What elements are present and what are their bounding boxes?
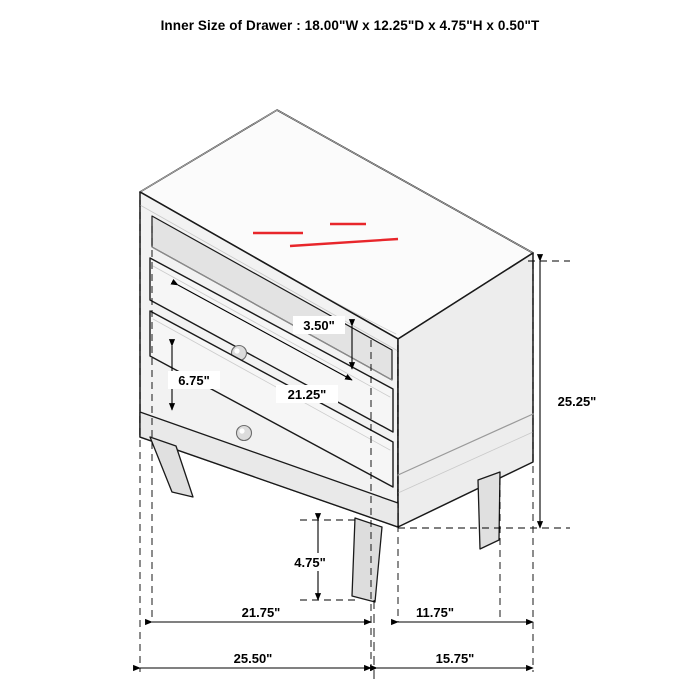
dim-label-4-75: 4.75" — [294, 555, 326, 570]
dim-label-21-25: 21.25" — [287, 387, 327, 402]
dim-overall-depth — [377, 649, 533, 668]
dim-overall-height — [540, 261, 608, 528]
dim-side-depth — [398, 603, 533, 622]
dim-label-25-50: 25.50" — [233, 651, 273, 666]
dim-label-3-50: 3.50" — [303, 318, 335, 333]
dim-leg-height — [283, 520, 337, 600]
dim-label-6-75: 6.75" — [178, 373, 210, 388]
dim-label-15-75: 15.75" — [435, 651, 475, 666]
leg-right — [478, 472, 500, 549]
dim-label-21-75: 21.75" — [241, 605, 281, 620]
page-title: Inner Size of Drawer : 18.00"W x 12.25"D x 4.75"H x 0.50"T — [160, 18, 540, 33]
drawer-knob-lower — [237, 426, 252, 441]
leg-front-left — [352, 518, 382, 602]
dim-overall-width — [140, 649, 371, 668]
dim-label-11-75: 11.75" — [416, 605, 454, 620]
dim-front-width — [152, 603, 371, 622]
dim-label-25-25: 25.25" — [557, 394, 597, 409]
